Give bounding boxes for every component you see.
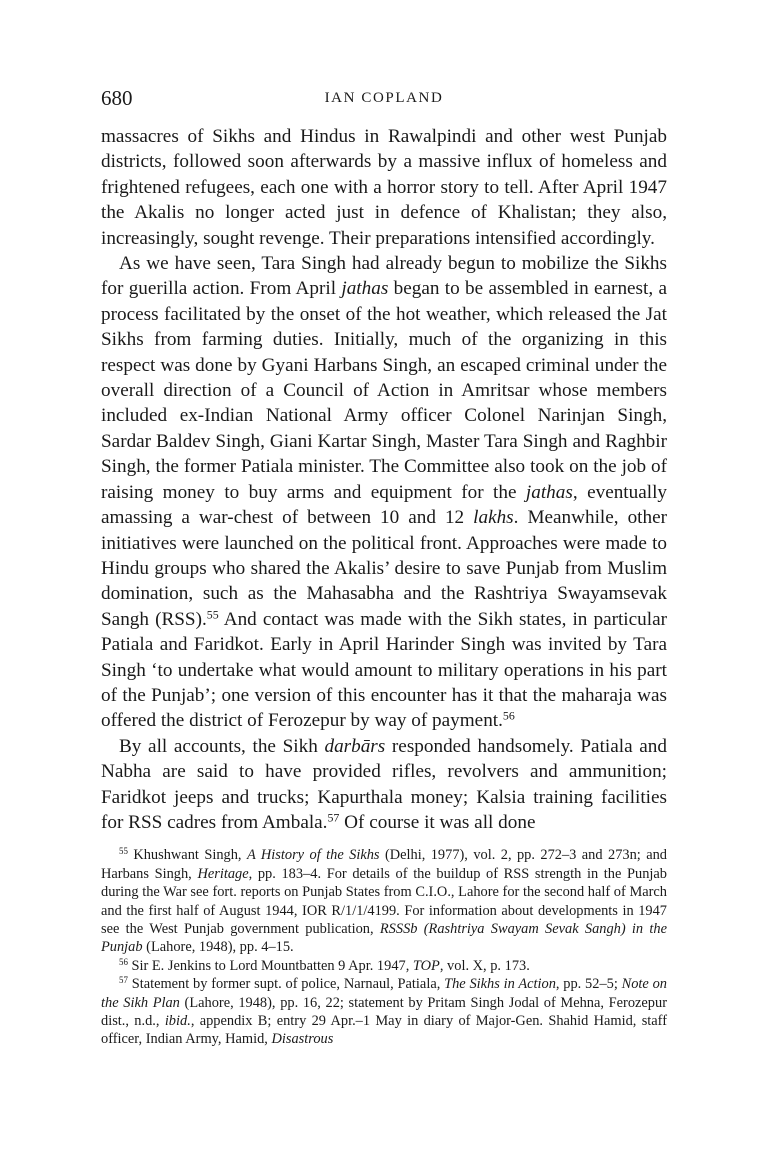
text-run: , appendix B; entry 29 Apr.–1 May in diary of Major-Gen. Shahid Hamid, staff officer, Indian Army, Hamid, [101,1013,668,1048]
note-reference: 57 [119,975,128,986]
italic-text: lakhs [473,507,514,529]
text-run: responded handsomely. Patiala and Nabha are said to have provided rifles, revolvers and ammunition; Faridkot jeeps and trucks; Kapurthala money; Kalsia training facilities for RSS cadres from Ambala. [101,735,667,833]
text-run: Statement by former supt. of police, Narnaul, Patiala, [127,976,445,993]
text-run: As we have seen, Tara Singh had already begun to mobilize the Sikhs for guerilla action. From April [101,253,667,300]
note-reference: 56 [502,708,515,723]
note-reference: 56 [119,956,128,967]
text-run: , eventually amassing a war-chest of between 10 and 12 [101,481,667,529]
italic-text: Disastrous [271,1031,334,1048]
italic-text: darbārs [324,735,386,757]
italic-text: TOP [412,957,440,974]
note-reference: 55 [119,846,128,857]
italic-text: A History of the Sikhs [246,847,380,864]
footnote [101,957,667,975]
italic-text: jathas [525,481,573,503]
text-run: Of course it was all done [339,811,536,833]
running-head: IAN COPLAND [324,90,444,106]
page-header [101,86,667,120]
italic-text: jathas [341,278,389,300]
text-run: Sir E. Jenkins to Lord Mountbatten 9 Apr. 1947, [127,957,413,974]
paragraph [101,124,667,251]
italic-text: Note on the Sikh Plan [101,976,667,1011]
text-run: , vol. X, p. 173. [439,957,530,974]
text-run: (Lahore, 1948), pp. 16, 22; statement by Pritam Singh Jodal of Mehna, Ferozepur dist., n.d., [101,994,667,1030]
text-run: began to be assembled in earnest, a process facilitated by the onset of the hot weather, which released the Jat Sikhs from farming duties. Initially, much of the organizing in this respect was done by Gyani Harbans Singh, an escaped criminal under the overall direction of a Council of Action in Amritsar whose members included ex-Indian National Army officer Colonel Narinjan Singh, Sardar Baldev Singh, Giani Kartar Singh, Master Tara Singh and Raghbir Singh, the former Patiala minister. The Committee also took on the job of raising money to buy arms and equipment for the [101,278,668,503]
italic-text: RSSSb (Rashtriya Swayam Sevak Sangh) in the Punjab [101,921,667,956]
text-run: , pp. 52–5; [555,976,622,993]
page [101,86,667,1049]
page-number: 680 [101,86,133,110]
italic-text: Heritage [197,865,249,882]
text-run: By all accounts, the Sikh [119,735,325,757]
italic-text: ibid. [164,1013,191,1030]
footnote [101,846,667,956]
footnote [101,975,667,1049]
footnotes [101,846,667,1048]
text-run: , pp. 183–4. For details of the buildup of RSS strength in the Punjab during the War see fort. reports on Punjab States from C.I.O., Lahore for the second half of March and the first half of August 1944, IOR R/1/1/4199. For information about developments in 1947 see the West Punjab government publication, [101,865,667,937]
note-reference: 57 [327,810,340,825]
text-run: . Meanwhile, other initiatives were launched on the political front. Approaches were made to Hindu groups who shared the Akalis’ desire to save Punjab from Muslim domination, such as the Mahasabha and the Rashtriya Swayamsevak Sangh (RSS). [101,507,667,630]
note-reference: 55 [206,607,219,622]
text-run: massacres of Sikhs and Hindus in Rawalpindi and other west Punjab districts, followed soon afterwards by a massive influx of homeless and frightened refugees, each one with a horror story to tell. After April 1947 the Akalis no longer acted just in defence of Khalistan; they also, increasingly, sought revenge. Their preparations intensified accordingly. [101,126,667,249]
paragraph [101,251,667,734]
text-run: (Lahore, 1948), pp. 4–15. [142,939,294,956]
body-text [101,124,667,835]
text-run: And contact was made with the Sikh states, in particular Patiala and Faridkot. Early in April Harinder Singh was invited by Tara Singh ‘to undertake what would amount to military operations in his part of the Punjab’; one version of this encounter has it that the maharaja was offered the district of Ferozepur by way of payment. [101,608,667,732]
paragraph [101,734,667,836]
text-run: Khushwant Singh, [127,847,247,864]
text-run: (Delhi, 1977), vol. 2, pp. 272–3 and 273n; and Harbans Singh, [101,847,667,882]
italic-text: The Sikhs in Action [444,976,556,993]
